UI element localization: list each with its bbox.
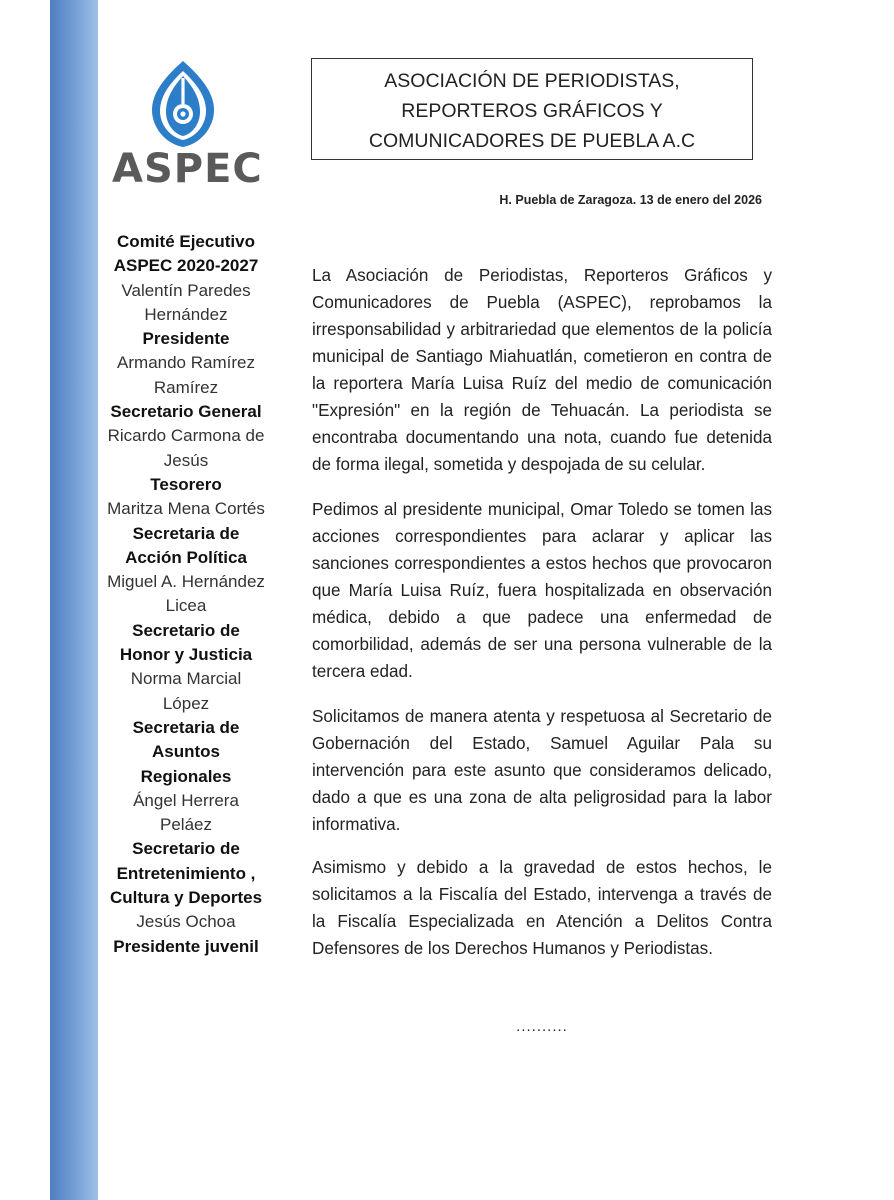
committee-role: Presidente juvenil	[113, 936, 259, 956]
committee-member-name: Maritza Mena Cortés	[107, 499, 265, 519]
committee-role: Secretario de Honor y Justicia	[119, 620, 253, 665]
paragraph: Solicitamos de manera atenta y respetuosa al Secretario de Gobernación del Estado, Samuel Aguilar Pala su intervención para este asunto que consideramos delicado, dado a que es una zona de alta peligrosidad para la labor informativa.	[312, 707, 772, 834]
logo-wordmark: ASPEC	[112, 146, 263, 192]
paragraph: Asimismo y debido a la gravedad de estos hechos, le solicitamos a la Fiscalía del Estado, intervenga a través de la Fiscalía Especializada en Atención a Delitos Contra Defensores de los Derechos Humanos y Periodistas.	[312, 858, 772, 958]
committee-member-name: Ángel Herrera Peláez	[133, 790, 239, 835]
committee-role: Comité Ejecutivo ASPEC 2020-2027	[113, 232, 259, 276]
committee-role: Secretaria de Acción Política	[125, 523, 247, 567]
committee-member-name: Valentín Paredes Hernández	[121, 280, 251, 324]
committee-member-name: Miguel A. Hernández Licea	[107, 572, 265, 616]
committee-role: Secretario General	[110, 402, 262, 422]
aspec-logo	[112, 58, 263, 198]
committee-member-name: Armando Ramírez Ramírez	[117, 353, 255, 397]
committee-member-name: Ricardo Carmona de Jesús	[107, 426, 265, 470]
association-title-box	[311, 58, 753, 160]
paragraph: La Asociación de Periodistas, Reporteros Gráficos y Comunicadores de Puebla (ASPEC), reprobamos la irresponsabilidad y arbitrariedad que elementos de la policía municipal de Santiago Miahuatlán, cometieron en contra de la reportera María Luisa Ruíz del medio de comunicación "Expresión" en la región de Tehuacán. La periodista se encontraba documentando una nota, cuando fue detenida de forma ilegal, sometida y despojada de su celular.	[312, 266, 772, 474]
committee-member-name: Jesús Ochoa	[136, 912, 236, 932]
committee-role: Secretaria de Asuntos Regionales	[132, 717, 240, 786]
pen-nib-camera-icon	[146, 58, 220, 150]
paragraph: Pedimos al presidente municipal, Omar Toledo se tomen las acciones correspondientes para aclarar y aplicar las sanciones correspondientes a estos hechos que provocaron que María Luisa Ruíz, fuera hospitalizada en observación médica, debido a que padece una enfermedad de comorbilidad, además de ser una persona vulnerable de la tercera edad.	[312, 500, 772, 681]
committee-role: Tesorero	[150, 474, 222, 494]
executive-committee-list	[106, 230, 266, 959]
title-line: REPORTEROS GRÁFICOS Y	[401, 100, 663, 122]
title-line: ASOCIACIÓN DE PERIODISTAS,	[384, 70, 680, 92]
committee-role: Secretario de Entretenimiento , Cultura y Deportes	[109, 839, 263, 908]
document-date: H. Puebla de Zaragoza. 13 de enero del 2026	[499, 193, 762, 207]
closing-ellipsis: ..........	[516, 1018, 568, 1035]
committee-member-name: Norma Marcial López	[130, 669, 242, 713]
decorative-side-stripe	[50, 0, 98, 1200]
letter-body	[312, 262, 772, 980]
committee-role: Presidente	[142, 329, 230, 349]
title-line: COMUNICADORES DE PUEBLA A.C	[368, 130, 696, 152]
